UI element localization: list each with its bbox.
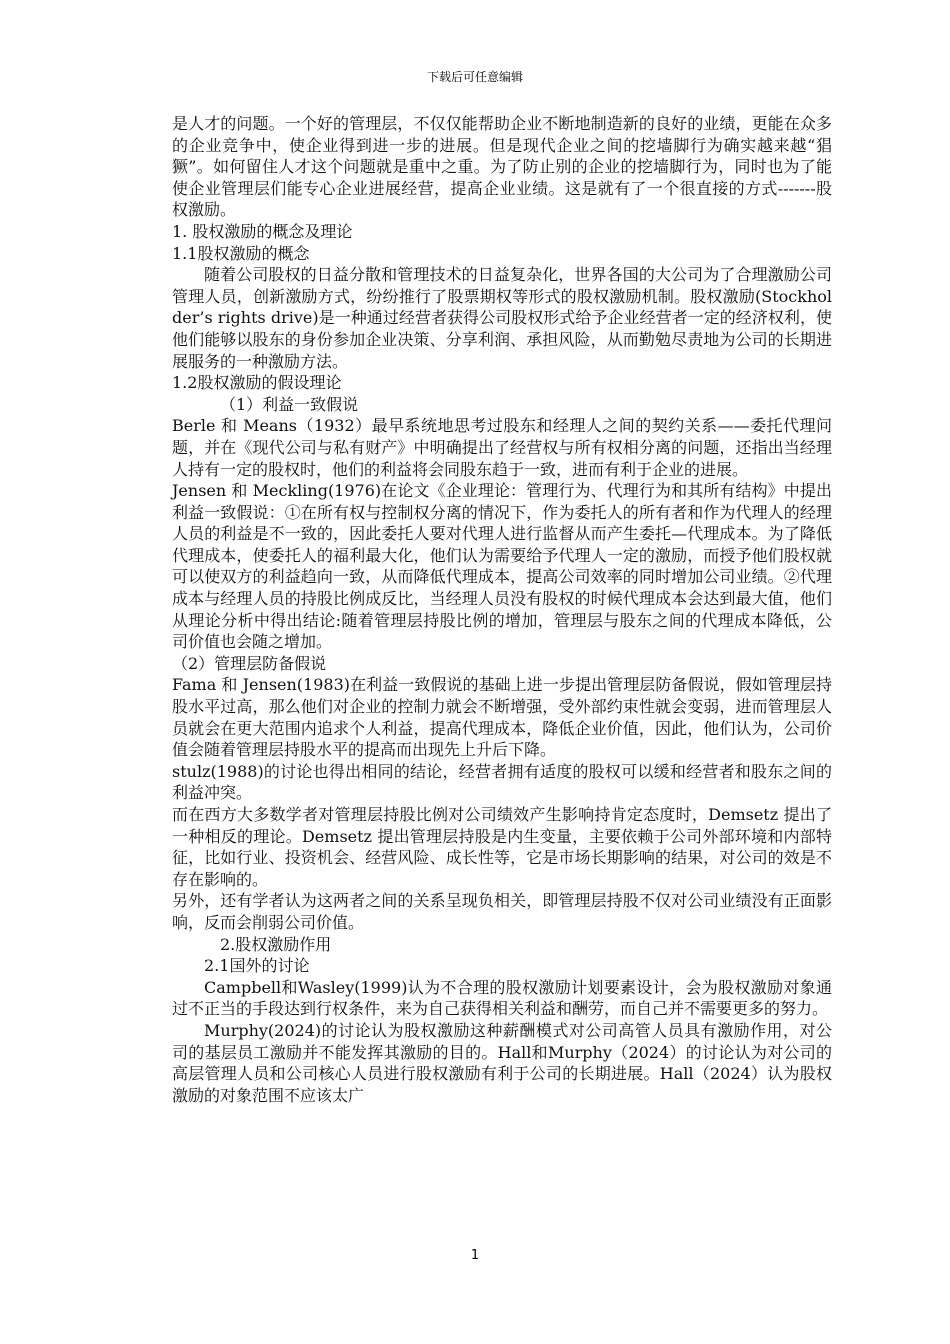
paragraph-concept: 随着公司股权的日益分散和管理技术的日益复杂化，世界各国的大公司为了合理激励公司管理人员，创新激励方式，纷纷推行了股票期权等形式的股权激励机制。股权激励(Stockholder’s rights drive)是一种通过经营者获得公司股权形式给予企业经营者一定的经济权利，使他们能够以股东的身份参加企业决策、分享利润、承担风险，从而勤勉尽责地为公司的长期进展服务的一种激励方法。 (172, 265, 832, 371)
paragraph-campbell-wasley: Campbell和Wasley(1999)认为不合理的股权激励计划要素设计，会为股权激励对象通过不正当的手段达到行权条件，来为自己获得相关利益和酬劳，而自己并不需要更多的努力。 (172, 977, 832, 1019)
paragraph-murphy-hall: Murphy(2024)的讨论认为股权激励这种薪酬模式对公司高管人员具有激励作用，对公司的基层员工激励并不能发挥其激励的目的。Hall和Murphy（2024）的讨论认为对公司的高层管理人员和公司核心人员进行股权激励有利于公司的长期进展。Hall（2024）认为股权激励的对象范围不应该太广 (172, 1020, 832, 1105)
heading-section-2: 2.股权激励作用 (220, 934, 332, 954)
page-header: 下载后可任意编辑 (426, 70, 523, 84)
paragraph-jensen-meckling: Jensen 和 Meckling(1976)在论文《企业理论：管理行为、代理行为和其所有结构》中提出利益一致假说：①在所有权与控制权分离的情况下，作为委托人的所有者和作为代理人的经理人员的利益是不一致的，因此委托人要对代理人进行监督从而产生委托—代理成本。为了降低代理成本，使委托人的福利最大化，他们认为需要给予代理人一定的激励，而授予他们股权就可以使双方的利益趋向一致，从而降低代理成本，提高公司效率的同时增加公司业绩。②代理成本与经理人员的持股比例成反比，当经理人员没有股权的时候代理成本会达到最大值，他们从理论分析中得出结论:随着管理层持股比例的增加，管理层与股东之间的代理成本降低，公司价值也会随之增加。 (172, 481, 832, 652)
heading-hypothesis-2: （2）管理层防备假说 (172, 653, 327, 673)
heading-section-2-1: 2.1国外的讨论 (204, 956, 310, 976)
heading-hypothesis-1: （1）利益一致假说 (220, 394, 359, 414)
paragraph-intro: 是人才的问题。一个好的管理层，不仅仅能帮助企业不断地制造新的良好的业绩，更能在众多的企业竞争中，使企业得到进一步的进展。但是现代企业之间的挖墙脚行为确实越来越“猖獗”。如何留住人才这个问题就是重中之重。为了防止别的企业的挖墙脚行为，同时也为了能使企业管理层们能专心企业进展经营，提高企业业绩。这是就有了一个很直接的方式-------股权激励。 (172, 114, 832, 220)
document-body (172, 113, 832, 1106)
paragraph-stulz: stulz(1988)的讨论也得出相同的结论，经营者拥有适度的股权可以缓和经营者和股东之间的利益冲突。 (172, 761, 832, 803)
paragraph-negative-correlation: 另外，还有学者认为这两者之间的关系呈现负相关，即管理层持股不仅对公司业绩没有正面影响，反而会削弱公司价值。 (172, 891, 832, 932)
heading-section-1-2: 1.2股权激励的假设理论 (172, 373, 342, 393)
heading-section-1-1: 1.1股权激励的概念 (172, 243, 310, 263)
paragraph-berle-means: Berle 和 Means（1932）最早系统地思考过股东和经理人之间的契约关系——委托代理问题，并在《现代公司与私有财产》中明确提出了经营权与所有权相分离的问题，还指出当经理人持有一定的股权时，他们的利益将会同股东趋于一致，进而有利于企业的进展。 (172, 416, 832, 479)
heading-section-1: 1. 股权激励的概念及理论 (172, 221, 353, 241)
page-number: 1 (470, 1248, 480, 1263)
paragraph-fama-jensen: Fama 和 Jensen(1983)在利益一致假说的基础上进一步提出管理层防备假说，假如管理层持股水平过高，那么他们对企业的控制力就会不断增强，受外部约束性就会变弱，进而管理层人员就会在更大范围内追求个人利益，提高代理成本，降低企业价值，因此，他们认为，公司价值会随着管理层持股水平的提高而出现先上升后下降。 (172, 675, 832, 760)
paragraph-demsetz: 而在西方大多数学者对管理层持股比例对公司绩效产生影响持肯定态度时，Demsetz 提出了一种相反的理论。Demsetz 提出管理层持股是内生变量，主要依赖于公司外部环境和内部特征，比如行业、投资机会、经营风险、成长性等，它是市场长期影响的结果，对公司的效是不存在影响的。 (172, 805, 832, 889)
